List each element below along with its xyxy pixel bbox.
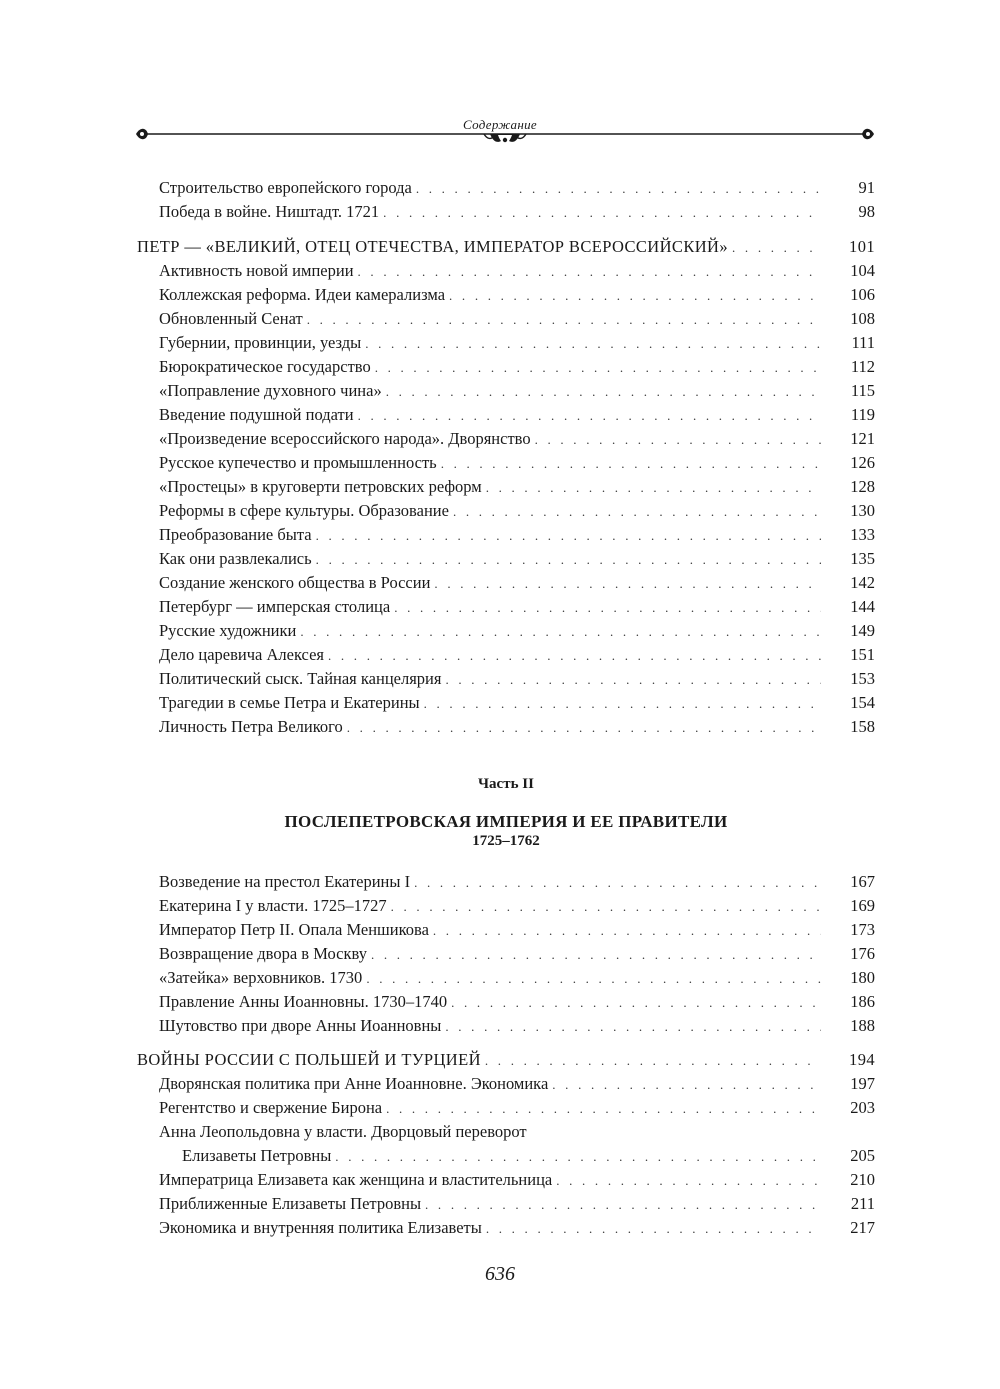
toc-entry-title: Приближенные Елизаветы Петровны [159, 1194, 422, 1213]
dot-leader [366, 967, 821, 991]
dot-leader [375, 356, 821, 380]
dot-leader [300, 620, 821, 644]
toc-entry-page: 197 [850, 1074, 875, 1093]
dot-leader [486, 1217, 821, 1241]
dot-leader [371, 943, 821, 967]
toc-entry-page: 126 [850, 453, 875, 472]
dot-leader [386, 380, 821, 404]
toc-entry-title: Русские художники [159, 621, 297, 640]
toc-entry-title: Преобразование быта [159, 525, 312, 544]
toc-entry[interactable] [137, 918, 875, 942]
toc-entry-page: 210 [850, 1170, 875, 1189]
toc-chapter-title: ПЕТР — «ВЕЛИКИЙ, ОТЕЦ ОТЕЧЕСТВА, ИМПЕРАТОР ВСЕРОССИЙСКИЙ» [137, 237, 729, 256]
toc-entry-title: «Произведение всероссийского народа». Дворянство [159, 429, 531, 448]
toc-entry[interactable] [137, 1014, 875, 1038]
toc-entry-page: 142 [850, 573, 875, 592]
toc-chapter-title: ВОЙНЫ РОССИИ С ПОЛЬШЕЙ И ТУРЦИЕЙ [137, 1050, 481, 1069]
part-years: 1725–1762 [472, 833, 540, 849]
toc-entry[interactable] [137, 1096, 875, 1120]
toc-chapter-entry[interactable] [137, 235, 875, 259]
toc-entry[interactable] [137, 870, 875, 894]
dot-leader [434, 572, 821, 596]
toc-chapter-entry[interactable] [137, 1048, 875, 1072]
toc-entry-title: Победа в войне. Ништадт. 1721 [159, 202, 380, 221]
toc-entry[interactable] [137, 691, 875, 715]
toc-entry-title: Анна Леопольдовна у власти. Дворцовый переворот [159, 1122, 527, 1141]
dot-leader [383, 201, 821, 225]
toc-entry-title: Екатерина I у власти. 1725–1727 [159, 896, 387, 915]
page-number: 636 [485, 1263, 515, 1285]
dot-leader [486, 476, 821, 500]
table-of-contents [137, 176, 875, 1240]
toc-entry-title: Обновленный Сенат [159, 309, 303, 328]
toc-entry[interactable] [137, 1072, 875, 1096]
toc-entry-page: 111 [851, 333, 875, 352]
toc-entry-title: Создание женского общества в России [159, 573, 431, 592]
toc-entry-page: 112 [850, 357, 875, 376]
toc-entry-page: 151 [850, 645, 875, 664]
toc-entry-page: 188 [850, 1016, 875, 1035]
toc-entry-title: Как они развлекались [159, 549, 312, 568]
dot-leader [328, 644, 821, 668]
running-head: Содержание [463, 117, 537, 132]
toc-entry[interactable] [137, 331, 875, 355]
toc-entry[interactable] [137, 427, 875, 451]
toc-entry[interactable] [137, 259, 875, 283]
toc-entry-title: «Затейка» верховников. 1730 [159, 968, 363, 987]
dot-leader [358, 260, 821, 284]
toc-entry-title: Дело царевича Алексея [159, 645, 324, 664]
toc-entry[interactable] [137, 523, 875, 547]
toc-entry-title: Активность новой империи [159, 261, 354, 280]
toc-entry-title: Экономика и внутренняя политика Елизаветы [159, 1218, 482, 1237]
toc-entry[interactable] [137, 355, 875, 379]
toc-entry-title: Регентство и свержение Бирона [159, 1098, 383, 1117]
center-flourish-icon [484, 134, 526, 148]
toc-entry-page: 128 [850, 477, 875, 496]
toc-entry-title: Коллежская реформа. Идеи камерализма [159, 285, 446, 304]
toc-entry[interactable] [137, 942, 875, 966]
toc-entry-page: 176 [850, 944, 875, 963]
toc-entry-title: Император Петр II. Опала Меншикова [159, 920, 429, 939]
dot-leader [441, 452, 821, 476]
toc-entry-page: 167 [850, 872, 875, 891]
toc-entry-title: «Простецы» в круговерти петровских реформ [159, 477, 482, 496]
toc-entry[interactable] [137, 619, 875, 643]
dot-leader [433, 919, 821, 943]
toc-entry-page: 173 [850, 920, 875, 939]
toc-entry-page: 119 [850, 405, 875, 424]
toc-entry-page: 135 [850, 549, 875, 568]
toc-entry-title: Губернии, провинции, уезды [159, 333, 362, 352]
toc-entry-page: 186 [850, 992, 875, 1011]
dot-leader [316, 524, 821, 548]
toc-entry-page: 91 [858, 178, 875, 197]
dot-leader [358, 404, 821, 428]
toc-entry-page: 158 [850, 717, 875, 736]
toc-entry-title: Возвращение двора в Москву [159, 944, 367, 963]
dot-leader [552, 1073, 821, 1097]
toc-entry-title: Реформы в сфере культуры. Образование [159, 501, 449, 520]
toc-entry-page: 211 [850, 1194, 875, 1213]
toc-entry-title: Возведение на престол Екатерины I [159, 872, 411, 891]
dot-leader [394, 596, 821, 620]
toc-entry[interactable] [137, 990, 875, 1014]
dot-leader [445, 1015, 821, 1039]
toc-entry-title: Петербург — имперская столица [159, 597, 391, 616]
toc-entry[interactable] [137, 547, 875, 571]
toc-entry-page: 153 [850, 669, 875, 688]
right-flourish-icon [862, 129, 874, 140]
toc-entry[interactable] [137, 475, 875, 499]
toc-entry-title: Личность Петра Великого [159, 717, 343, 736]
toc-entry[interactable] [137, 283, 875, 307]
toc-entry-page: 115 [850, 381, 875, 400]
dot-leader [307, 308, 821, 332]
toc-entry[interactable] [137, 894, 875, 918]
dot-leader [451, 991, 821, 1015]
toc-entry-title: Введение подушной подати [159, 405, 354, 424]
toc-entry-page: 180 [850, 968, 875, 987]
toc-chapter-page: 194 [849, 1050, 875, 1069]
dot-leader [386, 1097, 821, 1121]
toc-entry[interactable] [137, 1216, 875, 1240]
toc-entry-title: «Поправление духовного чина» [159, 381, 382, 400]
header-rule-ornament [134, 124, 876, 152]
toc-entry-page: 121 [850, 429, 875, 448]
dot-leader [556, 1169, 821, 1193]
toc-entry-page: 130 [850, 501, 875, 520]
toc-entry-title: Строительство европейского города [159, 178, 412, 197]
toc-entry-title: Трагедии в семье Петра и Екатерины [159, 693, 420, 712]
toc-entry-page: 154 [850, 693, 875, 712]
toc-entry[interactable] [137, 451, 875, 475]
toc-entry[interactable] [137, 571, 875, 595]
toc-entry[interactable] [137, 379, 875, 403]
dot-leader [391, 895, 821, 919]
left-flourish-icon [136, 129, 148, 140]
toc-entry[interactable] [137, 1192, 875, 1216]
dot-leader [445, 668, 821, 692]
dot-leader [316, 548, 821, 572]
toc-entry[interactable] [137, 1144, 875, 1168]
toc-entry-title: Дворянская политика при Анне Иоанновне. Экономика [159, 1074, 549, 1093]
toc-entry[interactable] [137, 667, 875, 691]
toc-entry-page: 133 [850, 525, 875, 544]
toc-entry[interactable] [137, 200, 875, 224]
toc-chapter-page: 101 [849, 237, 875, 256]
part-title: ПОСЛЕПЕТРОВСКАЯ ИМПЕРИЯ И ЕЕ ПРАВИТЕЛИ [284, 812, 728, 831]
toc-entry[interactable] [137, 643, 875, 667]
toc-entry-continued[interactable] [137, 1120, 875, 1144]
dot-leader [416, 177, 821, 201]
toc-entry-title: Правление Анны Иоанновны. 1730–1740 [159, 992, 448, 1011]
dot-leader [485, 1049, 821, 1073]
toc-entry[interactable] [137, 176, 875, 200]
toc-entry-title: Шутовство при дворе Анны Иоанновны [159, 1016, 442, 1035]
toc-entry[interactable] [137, 403, 875, 427]
dot-leader [414, 871, 821, 895]
part-label: Часть II [478, 776, 534, 792]
toc-entry[interactable] [137, 1168, 875, 1192]
toc-entry-title: Политический сыск. Тайная канцелярия [159, 669, 442, 688]
dot-leader [453, 500, 821, 524]
toc-entry[interactable] [137, 966, 875, 990]
toc-entry-page: 217 [850, 1218, 875, 1237]
dot-leader [425, 1193, 821, 1217]
toc-entry-title: Русское купечество и промышленность [159, 453, 437, 472]
toc-entry-page: 104 [850, 261, 875, 280]
dot-leader [335, 1145, 821, 1169]
toc-entry[interactable] [137, 595, 875, 619]
toc-entry-page: 108 [850, 309, 875, 328]
dot-leader [535, 428, 821, 452]
toc-entry[interactable] [137, 307, 875, 331]
toc-entry-page: 144 [850, 597, 875, 616]
dot-leader [365, 332, 821, 356]
toc-entry-title: Елизаветы Петровны [182, 1146, 332, 1165]
dot-leader [449, 284, 821, 308]
toc-entry-title: Бюрократическое государство [159, 357, 371, 376]
toc-entry-page: 169 [850, 896, 875, 915]
dot-leader [424, 692, 821, 716]
toc-entry-page: 203 [850, 1098, 875, 1117]
toc-entry-title: Императрица Елизавета как женщина и властительница [159, 1170, 553, 1189]
toc-entry-page: 98 [858, 202, 875, 221]
dot-leader [347, 716, 821, 740]
dot-leader [732, 236, 821, 260]
toc-entry-page: 106 [850, 285, 875, 304]
toc-entry-page: 205 [850, 1146, 875, 1165]
toc-entry-page: 149 [850, 621, 875, 640]
toc-entry[interactable] [137, 715, 875, 739]
toc-entry[interactable] [137, 499, 875, 523]
